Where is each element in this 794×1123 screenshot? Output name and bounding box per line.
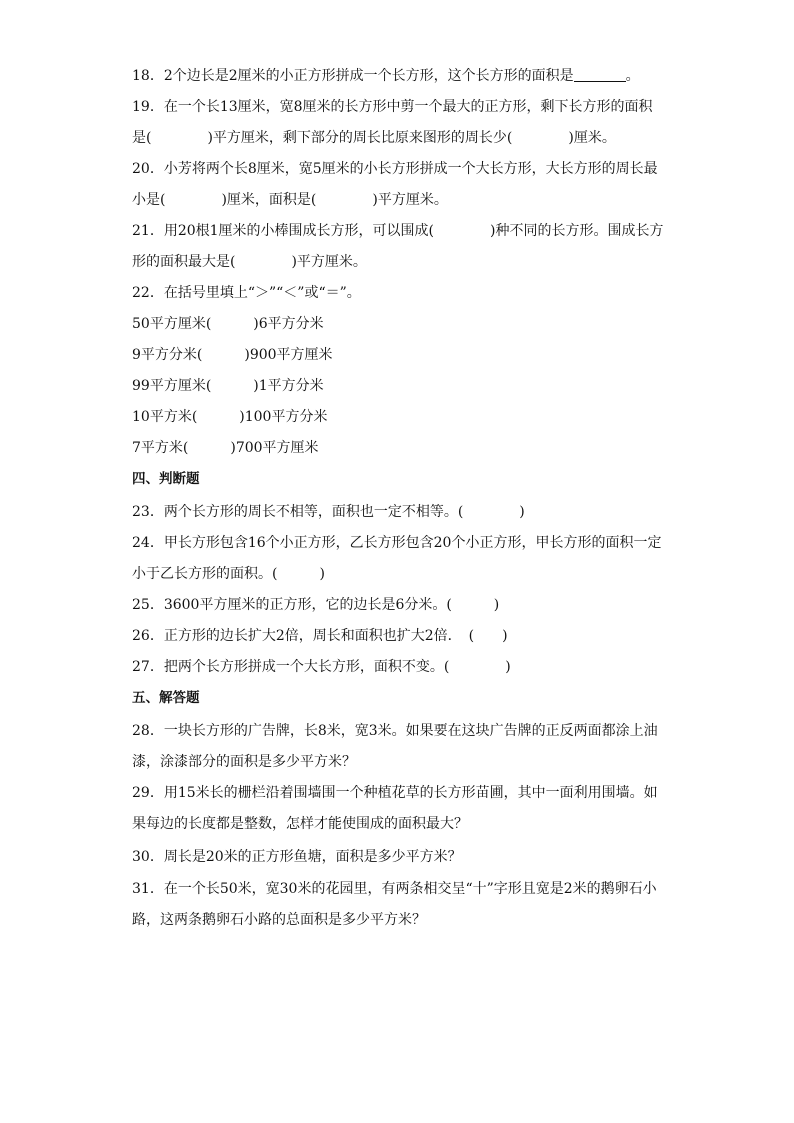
question-26: 26．正方形的边长扩大2倍，周长和面积也扩大2倍． ( ): [132, 628, 508, 644]
question-23: 23．两个长方形的周长不相等，面积也一定不相等。( ): [132, 504, 525, 520]
question-19-line-1: 19．在一个长13厘米，宽8厘米的长方形中剪一个最大的正方形，剩下长方形的面积: [132, 99, 653, 115]
question-31-line-1: 31．在一个长50米，宽30米的花园里，有两条相交呈“十”字形且宽是2米的鹅卵石小: [132, 881, 657, 897]
question-27: 27．把两个长方形拼成一个大长方形，面积不变。( ): [132, 659, 511, 675]
question-31-line-2: 路，这两条鹅卵石小路的总面积是多少平方米？: [132, 912, 426, 928]
compare-item-5: 7平方米( )700平方厘米: [132, 440, 319, 456]
question-28-line-1: 28．一块长方形的广告牌，长8米，宽3米。如果要在这块广告牌的正反两面都涂上油: [132, 723, 658, 739]
compare-item-1: 50平方厘米( )6平方分米: [132, 316, 324, 332]
compare-item-4: 10平方米( )100平方分米: [132, 409, 328, 425]
question-29-line-1: 29．用15米长的栅栏沿着围墙围一个种植花草的长方形苗圃，其中一面利用围墙。如: [132, 785, 658, 801]
question-20-line-2: 小是( )厘米，面积是( )平方厘米。: [132, 192, 448, 208]
question-24-line-1: 24．甲长方形包含16个小正方形，乙长方形包含20个小正方形，甲长方形的面积一定: [132, 535, 662, 551]
question-21-line-1: 21．用20根1厘米的小棒围成长方形，可以围成( )种不同的长方形。围成长方: [132, 223, 664, 239]
section-heading-judgement: 四、判断题: [132, 471, 200, 487]
question-28-line-2: 漆，涂漆部分的面积是多少平方米？: [132, 754, 356, 770]
question-22: 22．在括号里填上“＞”“＜”或“＝”。: [132, 285, 361, 301]
question-25: 25．3600平方厘米的正方形，它的边长是6分米。( ): [132, 597, 500, 613]
compare-item-2: 9平方分米( )900平方厘米: [132, 347, 333, 363]
question-29-line-2: 果每边的长度都是整数，怎样才能使围成的面积最大？: [132, 816, 468, 832]
section-heading-word-problems: 五、解答题: [132, 690, 200, 706]
compare-item-3: 99平方厘米( )1平方分米: [132, 378, 324, 394]
question-20-line-1: 20．小芳将两个长8厘米，宽5厘米的小长方形拼成一个大长方形，大长方形的周长最: [132, 161, 658, 177]
question-21-line-2: 形的面积最大是( )平方厘米。: [132, 254, 367, 270]
question-19-line-2: 是( )平方厘米，剩下部分的周长比原来图形的周长少( )厘米。: [132, 130, 616, 146]
question-18: 18．2个边长是2厘米的小正方形拼成一个长方形，这个长方形的面积是 。: [132, 68, 640, 84]
question-24-line-2: 小于乙长方形的面积。( ): [132, 566, 325, 582]
question-30: 30．周长是20米的正方形鱼塘，面积是多少平方米？: [132, 849, 462, 865]
answer-blank[interactable]: [574, 67, 626, 82]
